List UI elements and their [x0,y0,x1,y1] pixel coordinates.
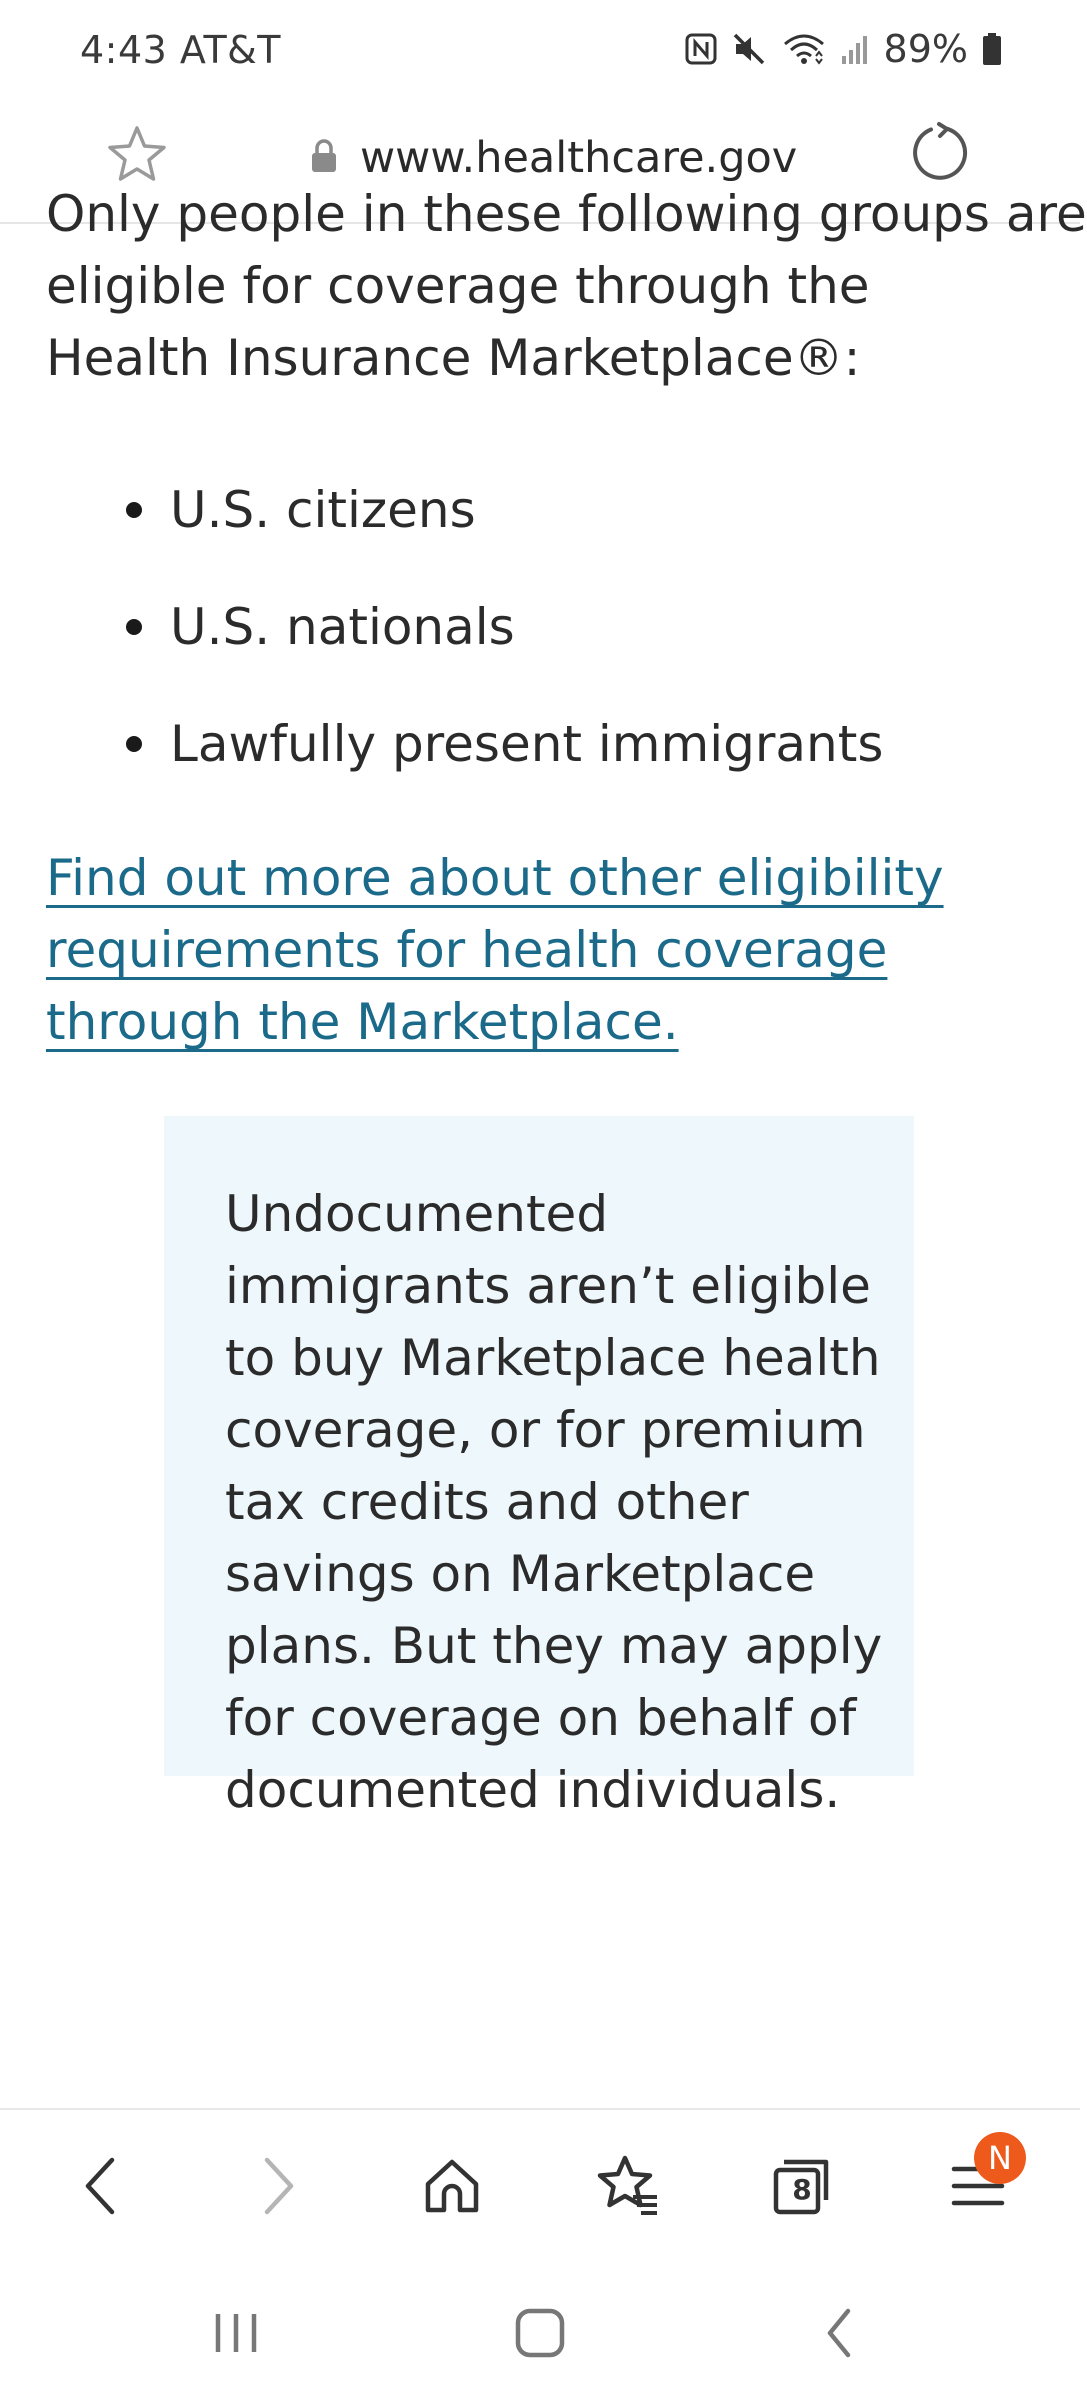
bullet-icon [126,502,142,518]
list-item-text: U.S. citizens [170,481,476,539]
list-item-text: Lawfully present immigrants [170,715,884,773]
battery-percent: 89% [883,27,968,71]
status-time: 4:43 AT&T [80,28,282,72]
wifi-icon [782,32,826,66]
tabs-count: 8 [792,2172,812,2206]
list-item [120,591,515,663]
back-icon[interactable] [62,2148,138,2224]
callout-text: Undocumented immigrants aren’t eligible to buy Marketplace health coverage, or for premium tax credits and other savings on Marketplace plans. But they may apply for coverage on behalf of documented individuals. [225,1185,883,1819]
lock-icon [310,138,338,178]
tabs-icon[interactable] [764,2148,840,2224]
browser-toolbar [0,2108,1080,2260]
forward-icon[interactable] [241,2148,317,2224]
bullet-icon [126,619,142,635]
nfc-icon [684,32,718,66]
partial-text-line: Only people in these following groups are [46,185,1087,243]
list-item [120,708,883,780]
signal-icon [840,32,870,66]
page-content [0,185,1087,2108]
list-item-text: U.S. nationals [170,598,515,656]
back-icon[interactable] [800,2298,880,2368]
status-icons [684,26,1002,72]
battery-icon [982,32,1002,66]
home-icon[interactable] [414,2148,490,2224]
home-icon[interactable] [500,2298,580,2368]
intro-paragraph: eligible for coverage through the Health Insurance Marketplace®: [46,257,870,387]
url-text: www.healthcare.gov [360,133,798,183]
bookmarks-icon[interactable] [590,2148,666,2224]
bullet-icon [126,736,142,752]
callout-box [164,1116,914,1819]
notification-badge: N [974,2132,1026,2184]
reload-icon[interactable] [908,120,974,186]
recents-icon[interactable] [196,2298,276,2368]
mute-icon [732,32,768,66]
status-bar [0,0,1080,100]
system-navigation-bar [0,2258,1080,2400]
eligibility-requirements-link[interactable]: Find out more about other eligibility requirements for health coverage through the Marketplace. [46,849,944,1051]
list-item [120,474,476,546]
